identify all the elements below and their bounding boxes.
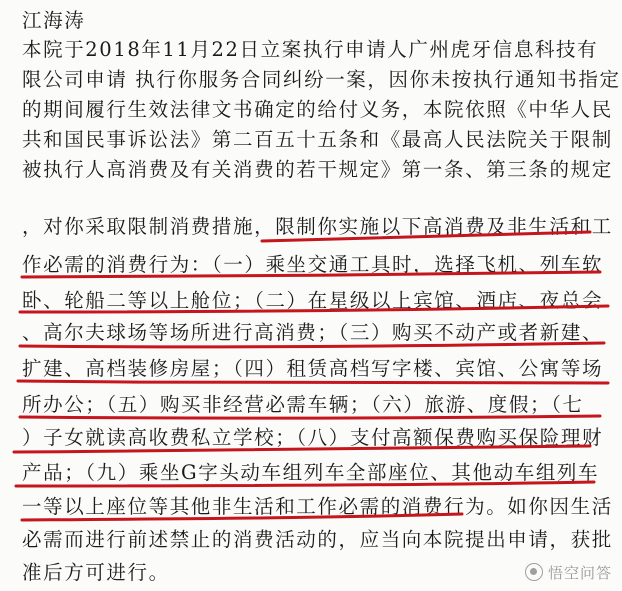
body-line-12: ）子女就读高收费私立学校；（八）支付高额保费购买保险理财	[22, 426, 604, 449]
body-line-4: 共和国民事诉讼法》第二百五十五条和《最高人民法院关于限制	[22, 128, 613, 151]
body-line-6: ，对你采取限制消费措施，限制你实施以下高消费及非生活和工	[22, 215, 613, 238]
body-line-13: 产品；（九）乘坐G字头动车组列车全部座位、其他动车组列车	[22, 461, 600, 484]
body-line-8: 卧、轮船二等以上舱位；（二）在星级以上宾馆、酒店、夜总会	[22, 289, 604, 312]
body-line-1: 本院于2018年11月22日立案执行申请人广州虎牙信息科技有	[22, 38, 599, 61]
body-line-7: 作必需的消费行为：（一）乘坐交通工具时，选择飞机、列车软	[22, 253, 604, 276]
body-line-11: 所办公；（五）购买非经营必需车辆；（六）旅游、度假；（七	[22, 393, 584, 416]
body-line-14: 一等以上座位等其他非生活和工作必需的消费行为。如你因生活	[22, 495, 613, 518]
body-line-16: 准后方可进行。	[22, 561, 170, 584]
body-line-10: 扩建、高档装修房屋；（四）租赁高档写字楼、宾馆、公寓等场	[22, 357, 604, 380]
body-line-2: 限公司申请 执行你服务合同纠纷一案，因你未按执行通知书指定	[22, 68, 621, 91]
watermark	[525, 561, 612, 583]
body-line-9: 、高尔夫球场等场所进行高消费；（三）购买不动产或者新建、	[22, 321, 604, 344]
body-line-15: 必需而进行前述禁止的消费活动的，应当向本院提出申请，获批	[22, 528, 613, 551]
salutation: 江海涛	[22, 9, 86, 32]
body-line-3: 的期间履行生效法律文书确定的给付义务，本院依照《中华人民	[22, 98, 613, 121]
watermark-text: 悟空问答	[547, 563, 612, 582]
wukong-logo-icon	[525, 563, 543, 581]
body-line-5: 被执行人高消费及有关消费的若干规定》第一条、第三条的规定	[22, 158, 613, 181]
